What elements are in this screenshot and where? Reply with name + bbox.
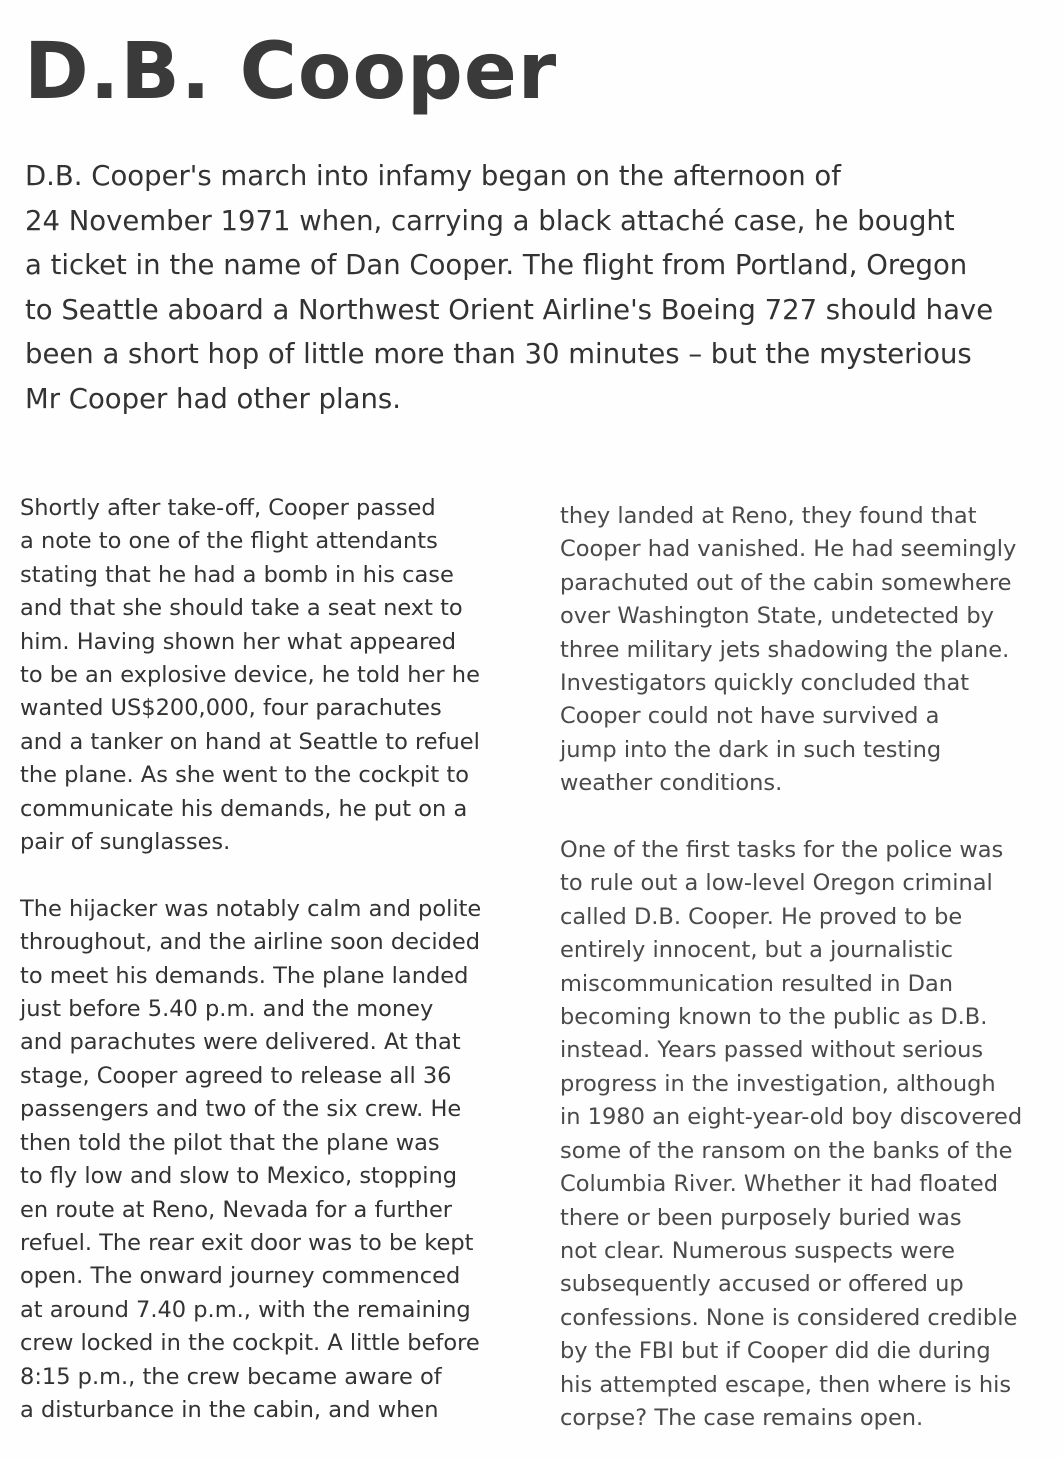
text-line: crew locked in the cockpit. A little before [20,1330,480,1357]
text-line: him. Having shown her what appeared [20,628,457,655]
paragraph-gap [20,859,530,892]
text-line: throughout, and the airline soon decided [20,929,480,956]
text-line: 8:15 p.m., the crew became aware of [20,1363,442,1390]
text-line: just before 5.40 p.m. and the money [20,996,434,1023]
text-line: to be an explosive device, he told her he [20,662,480,689]
right-column [560,500,1063,1435]
text-line: there or been purposely buried was [560,1204,962,1231]
text-line: entirely innocent, but a journalistic [560,937,953,964]
text-line: to fly low and slow to Mexico, stopping [20,1163,458,1190]
text-line: Cooper had vanished. He had seemingly [560,536,1017,563]
article-title: D.B. Cooper [24,27,558,117]
text-line: stating that he had a bomb in his case [20,561,454,588]
text-line: to rule out a low-level Oregon criminal [560,870,993,897]
paragraph-gap [560,801,1063,834]
left-paragraph-1 [20,492,530,859]
intro-line: been a short hop of little more than 30 minutes – but the mysterious [25,338,972,370]
text-line: parachuted out of the cabin somewhere [560,569,1012,596]
text-line: jump into the dark in such testing [560,736,942,763]
intro-line: a ticket in the name of Dan Cooper. The flight from Portland, Oregon [25,249,968,281]
text-line: en route at Reno, Nevada for a further [20,1196,453,1223]
text-line: weather conditions. [560,770,783,797]
text-line: The hijacker was notably calm and polite [20,895,482,922]
text-line: corpse? The case remains open. [560,1404,924,1431]
text-line: miscommunication resulted in Dan [560,970,954,997]
text-line: Columbia River. Whether it had floated [560,1171,998,1198]
intro-line: D.B. Cooper's march into infamy began on the afternoon of [25,160,841,192]
left-paragraph-2 [20,893,530,1428]
text-line: they landed at Reno, they found that [560,503,977,529]
text-line: subsequently accused or offered up [560,1271,964,1298]
intro-line: 24 November 1971 when, carrying a black attaché case, he bought [25,204,955,237]
text-line: and parachutes were delivered. At that [20,1029,461,1056]
text-line: by the FBI but if Cooper did die during [560,1338,991,1365]
text-line: a disturbance in the cabin, and when [20,1396,439,1423]
text-line: wanted US$200,000, four parachutes [20,695,442,722]
text-line: progress in the investigation, although [560,1070,996,1097]
text-line: becoming known to the public as D.B. [560,1004,988,1031]
text-line: a note to one of the flight attendants [20,528,438,555]
intro-paragraph [25,154,1055,421]
text-line: called D.B. Cooper. He proved to be [560,903,963,930]
text-line: open. The onward journey commenced [20,1263,461,1290]
text-line: the plane. As she went to the cockpit to [20,762,469,789]
text-line: some of the ransom on the banks of the [560,1137,1013,1164]
text-line: communicate his demands, he put on a [20,795,468,822]
text-line: One of the first tasks for the police was [560,837,1004,864]
text-line: instead. Years passed without serious [560,1037,984,1064]
text-line: in 1980 an eight-year-old boy discovered [560,1104,1023,1131]
text-line: and a tanker on hand at Seattle to refuel [20,728,480,755]
right-paragraph-1 [560,500,1063,801]
text-line: three military jets shadowing the plane. [560,636,1010,663]
text-line: over Washington State, undetected by [560,603,994,630]
intro-line: Mr Cooper had other plans. [25,382,401,415]
intro-line: to Seattle aboard a Northwest Orient Airline's Boeing 727 should have [25,293,994,326]
text-line: his attempted escape, then where is his [560,1371,1012,1398]
text-line: Shortly after take-off, Cooper passed [20,495,436,521]
text-line: pair of sunglasses. [20,829,231,856]
text-line: Cooper could not have survived a [560,703,940,730]
text-line: confessions. None is considered credible [560,1304,1018,1331]
text-line: to meet his demands. The plane landed [20,962,469,989]
text-line: stage, Cooper agreed to release all 36 [20,1062,452,1089]
text-line: Investigators quickly concluded that [560,670,970,697]
text-line: and that she should take a seat next to [20,595,463,622]
text-line: passengers and two of the six crew. He [20,1096,462,1123]
text-line: not clear. Numerous suspects were [560,1237,955,1264]
text-line: at around 7.40 p.m., with the remaining [20,1296,471,1323]
text-line: refuel. The rear exit door was to be kept [20,1229,474,1256]
text-line: then told the pilot that the plane was [20,1129,440,1156]
right-paragraph-2 [560,834,1063,1435]
left-column [20,492,530,1427]
